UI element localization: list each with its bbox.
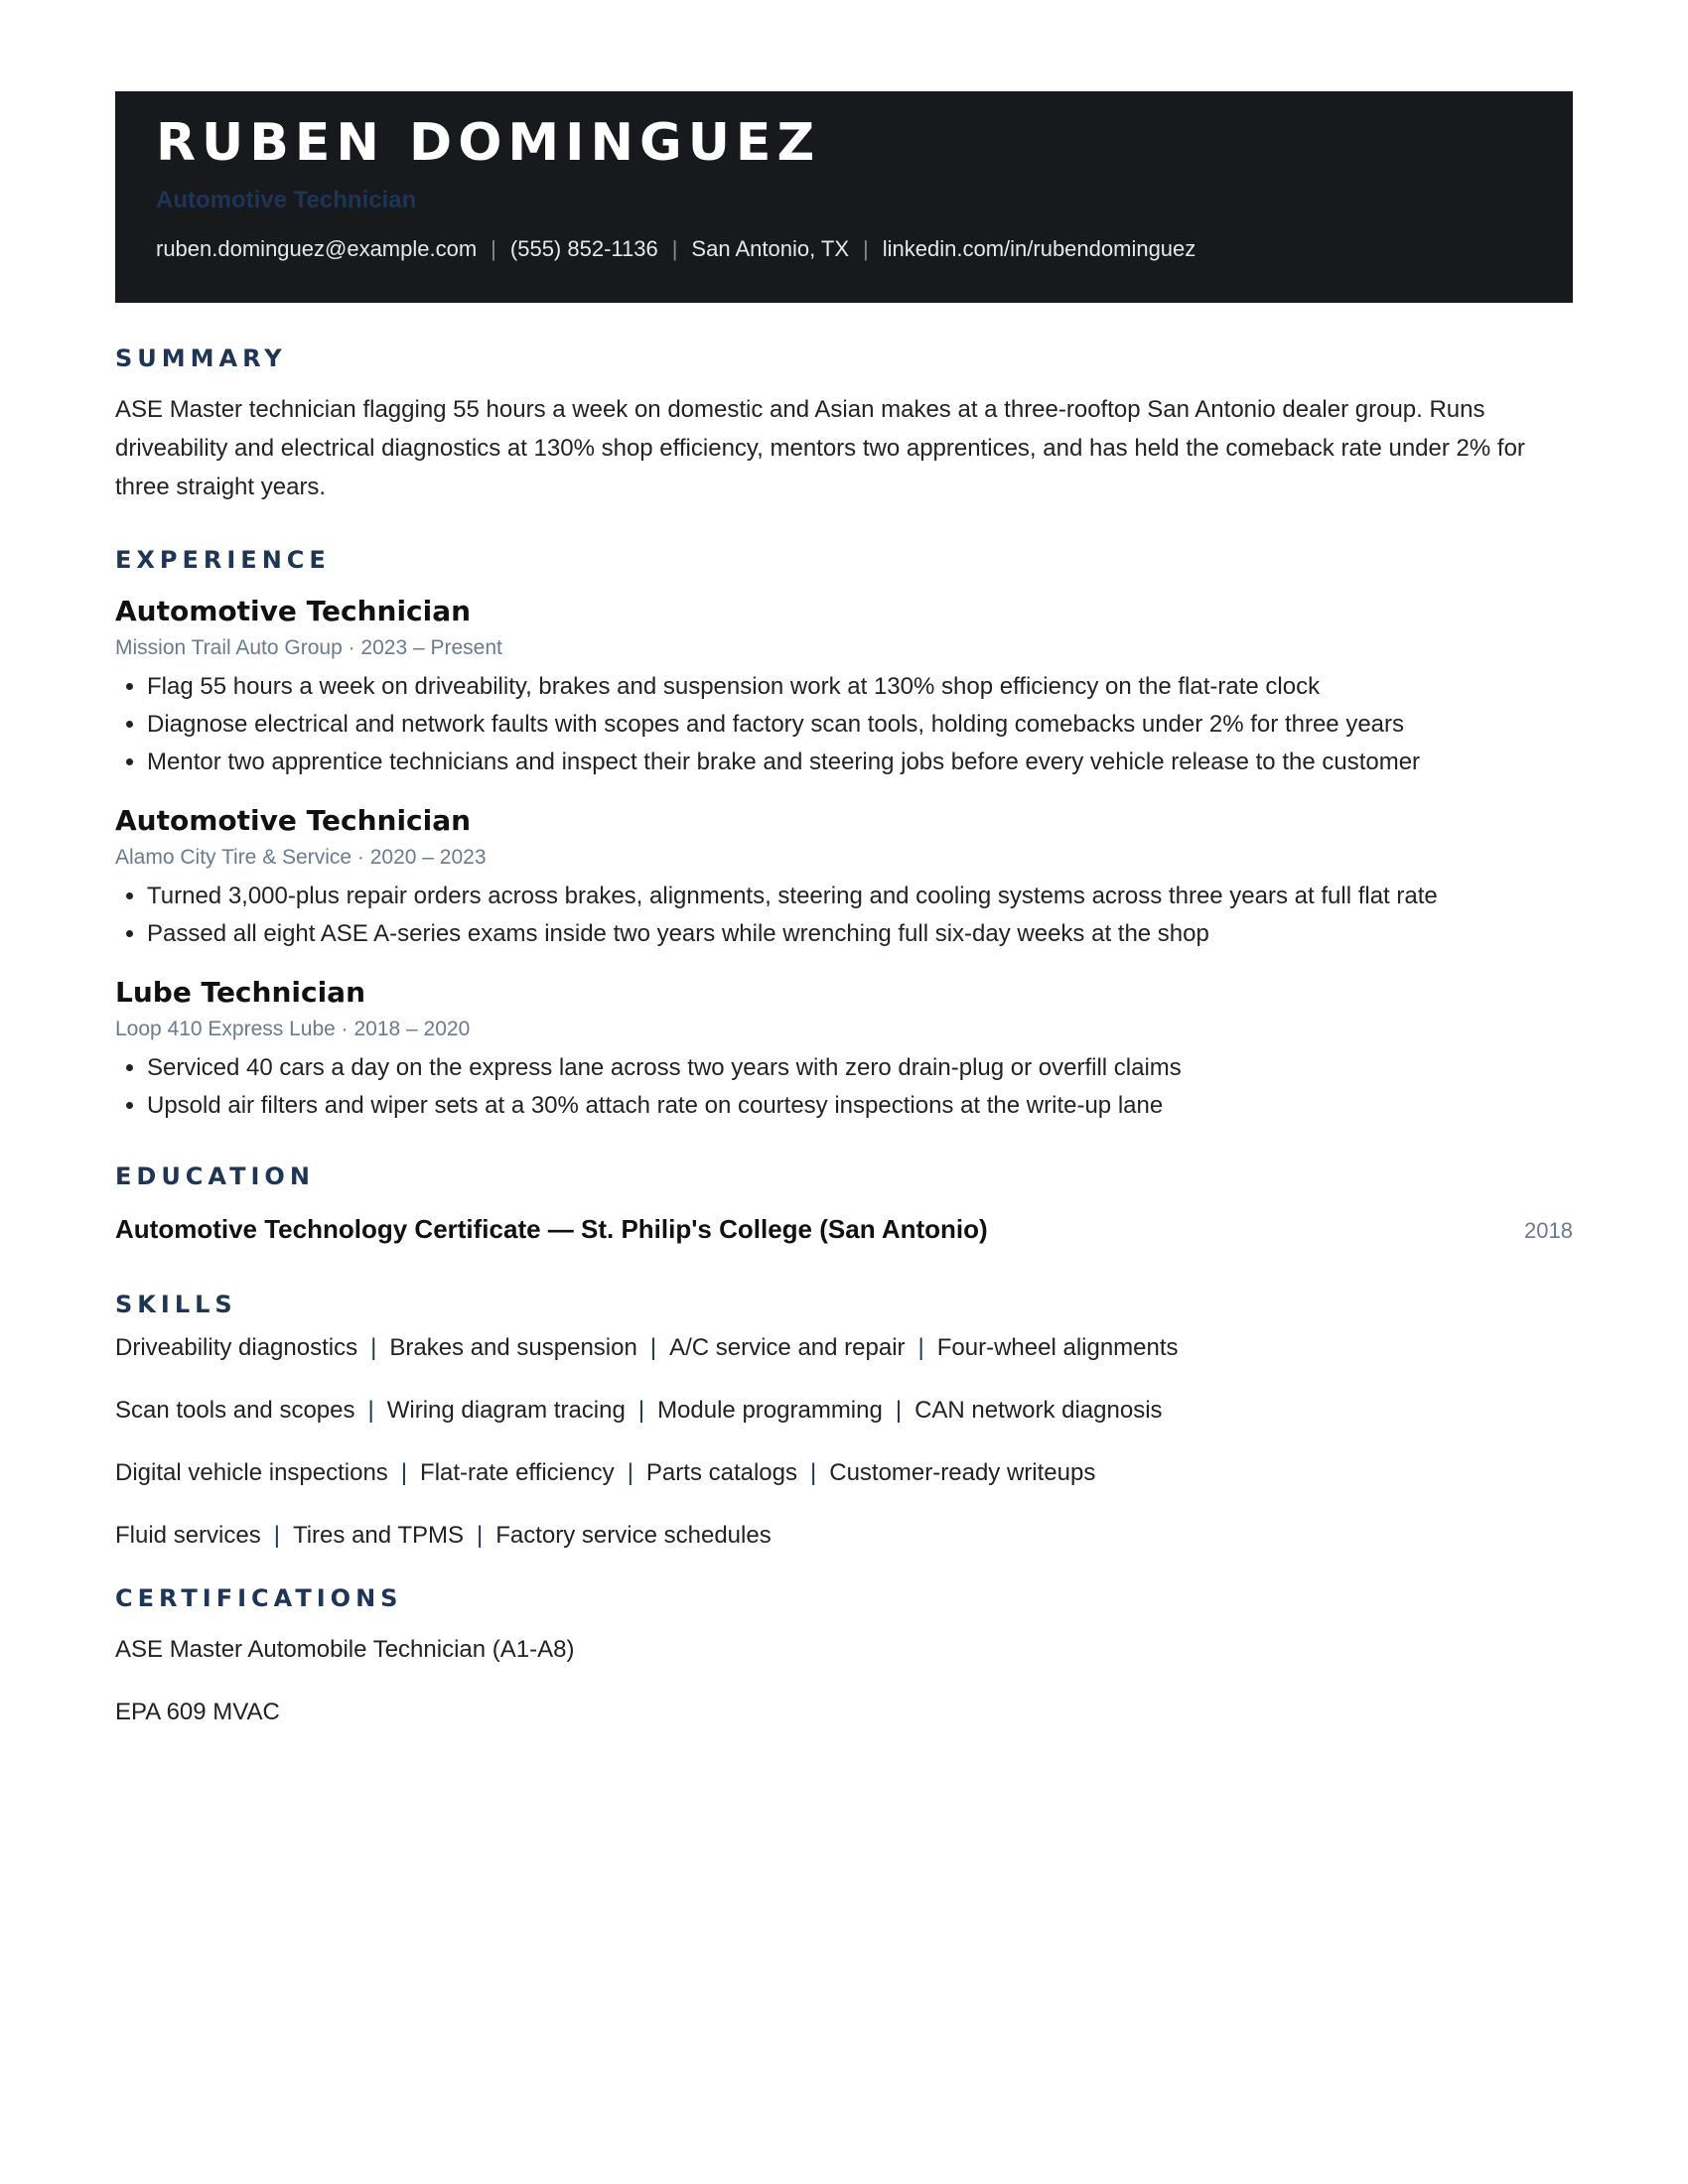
skill-separator: | xyxy=(370,1334,377,1361)
job-bullet: • Upsold air filters and wiper sets at a 30% attach rate on courtesy inspections at the write-up lane xyxy=(147,1087,1573,1125)
contact-separator: | xyxy=(863,236,869,261)
job-meta: Mission Trail Auto Group · 2023 – Present xyxy=(115,636,502,659)
job-bullet: • Mentor two apprentice technicians and inspect their brake and steering jobs before every vehicle release to the customer xyxy=(147,744,1573,781)
skill-row xyxy=(115,1399,1573,1423)
contact-line xyxy=(156,238,1532,260)
skill-item: A/C service and repair xyxy=(669,1334,906,1361)
job-title: Lube Technician xyxy=(115,976,366,1009)
summary-text: ASE Master technician flagging 55 hours a week on domestic and Asian makes at a three-rooftop San Antonio dealer group. Runs driveability and electrical diagnostics at 130% shop efficiency, mentors two apprentices, and has held the comeback rate under 2% for three straight years. xyxy=(115,396,1525,500)
skill-item: Tires and TPMS xyxy=(292,1522,465,1549)
experience-heading: EXPERIENCE xyxy=(115,546,331,574)
contact-email[interactable]: ruben.dominguez@example.com xyxy=(156,236,478,261)
job-entry xyxy=(115,976,1573,1125)
skill-item: Brakes and suspension xyxy=(389,1334,637,1361)
skill-row xyxy=(115,1524,1573,1548)
header-banner xyxy=(115,91,1573,303)
skill-item: CAN network diagnosis xyxy=(914,1397,1163,1424)
contact-location: San Antonio, TX xyxy=(691,236,850,261)
contact-phone[interactable]: (555) 852-1136 xyxy=(509,236,658,261)
certification-item: EPA 609 MVAC xyxy=(115,1699,280,1725)
skill-item: Wiring diagram tracing xyxy=(386,1397,626,1424)
job-title: Automotive Technician xyxy=(115,804,472,837)
contact-linkedin[interactable]: linkedin.com/in/rubendominguez xyxy=(882,236,1196,261)
skill-item: Customer-ready writeups xyxy=(829,1459,1096,1486)
contact-separator: | xyxy=(671,236,678,261)
job-entry xyxy=(115,595,1573,781)
contact-separator: | xyxy=(491,236,496,261)
skill-item: Four-wheel alignments xyxy=(936,1334,1179,1361)
candidate-name: RUBEN DOMINGUEZ xyxy=(156,113,821,173)
job-bullets xyxy=(115,1049,1573,1125)
education-heading: EDUCATION xyxy=(115,1162,315,1190)
skill-separator: | xyxy=(400,1459,408,1486)
job-bullets xyxy=(115,878,1573,953)
education-entry xyxy=(115,1214,1573,1245)
skill-separator: | xyxy=(273,1522,280,1549)
skills-list xyxy=(115,1336,1573,1548)
job-meta: Alamo City Tire & Service · 2020 – 2023 xyxy=(115,846,487,869)
skill-item: Digital vehicle inspections xyxy=(115,1459,388,1486)
skill-separator: | xyxy=(895,1397,903,1424)
skill-separator: | xyxy=(367,1397,374,1424)
candidate-role: Automotive Technician xyxy=(156,187,417,213)
job-bullet: • Serviced 40 cars a day on the express lane across two years with zero drain-plug or overfill claims xyxy=(147,1049,1573,1087)
job-bullet: • Turned 3,000-plus repair orders across brakes, alignments, steering and cooling systems across three years at full flat rate xyxy=(147,878,1573,915)
skill-row xyxy=(115,1336,1573,1360)
education-year: 2018 xyxy=(1524,1218,1573,1243)
skill-item: Parts catalogs xyxy=(645,1459,797,1486)
certifications-heading: CERTIFICATIONS xyxy=(115,1584,403,1612)
skill-item: Driveability diagnostics xyxy=(115,1334,358,1361)
skill-item: Flat-rate efficiency xyxy=(420,1459,615,1486)
job-bullets xyxy=(115,668,1573,781)
skill-row xyxy=(115,1461,1573,1485)
skill-separator: | xyxy=(649,1334,657,1361)
skill-item: Factory service schedules xyxy=(495,1522,772,1549)
job-title: Automotive Technician xyxy=(115,595,472,627)
education-degree: Automotive Technology Certificate — St. Philip's College (San Antonio) xyxy=(115,1214,988,1244)
skill-item: Fluid services xyxy=(115,1522,261,1549)
skill-separator: | xyxy=(810,1459,817,1486)
skill-item: Module programming xyxy=(657,1397,883,1424)
job-bullet: • Passed all eight ASE A-series exams inside two years while wrenching full six-day weeks at the shop xyxy=(147,915,1573,953)
job-entry xyxy=(115,804,1573,953)
job-meta: Loop 410 Express Lube · 2018 – 2020 xyxy=(115,1018,471,1040)
certification-item: ASE Master Automobile Technician (A1-A8) xyxy=(115,1636,575,1663)
skill-separator: | xyxy=(917,1334,924,1361)
skill-separator: | xyxy=(627,1459,633,1486)
job-bullet: • Diagnose electrical and network faults with scopes and factory scan tools, holding comebacks under 2% for three years xyxy=(147,706,1573,744)
skill-item: Scan tools and scopes xyxy=(115,1397,355,1424)
skill-separator: | xyxy=(637,1397,645,1424)
job-bullet: • Flag 55 hours a week on driveability, brakes and suspension work at 130% shop efficiency on the flat-rate clock xyxy=(147,668,1573,706)
summary-heading: SUMMARY xyxy=(115,344,287,372)
skill-separator: | xyxy=(477,1522,484,1549)
skills-heading: SKILLS xyxy=(115,1291,237,1318)
